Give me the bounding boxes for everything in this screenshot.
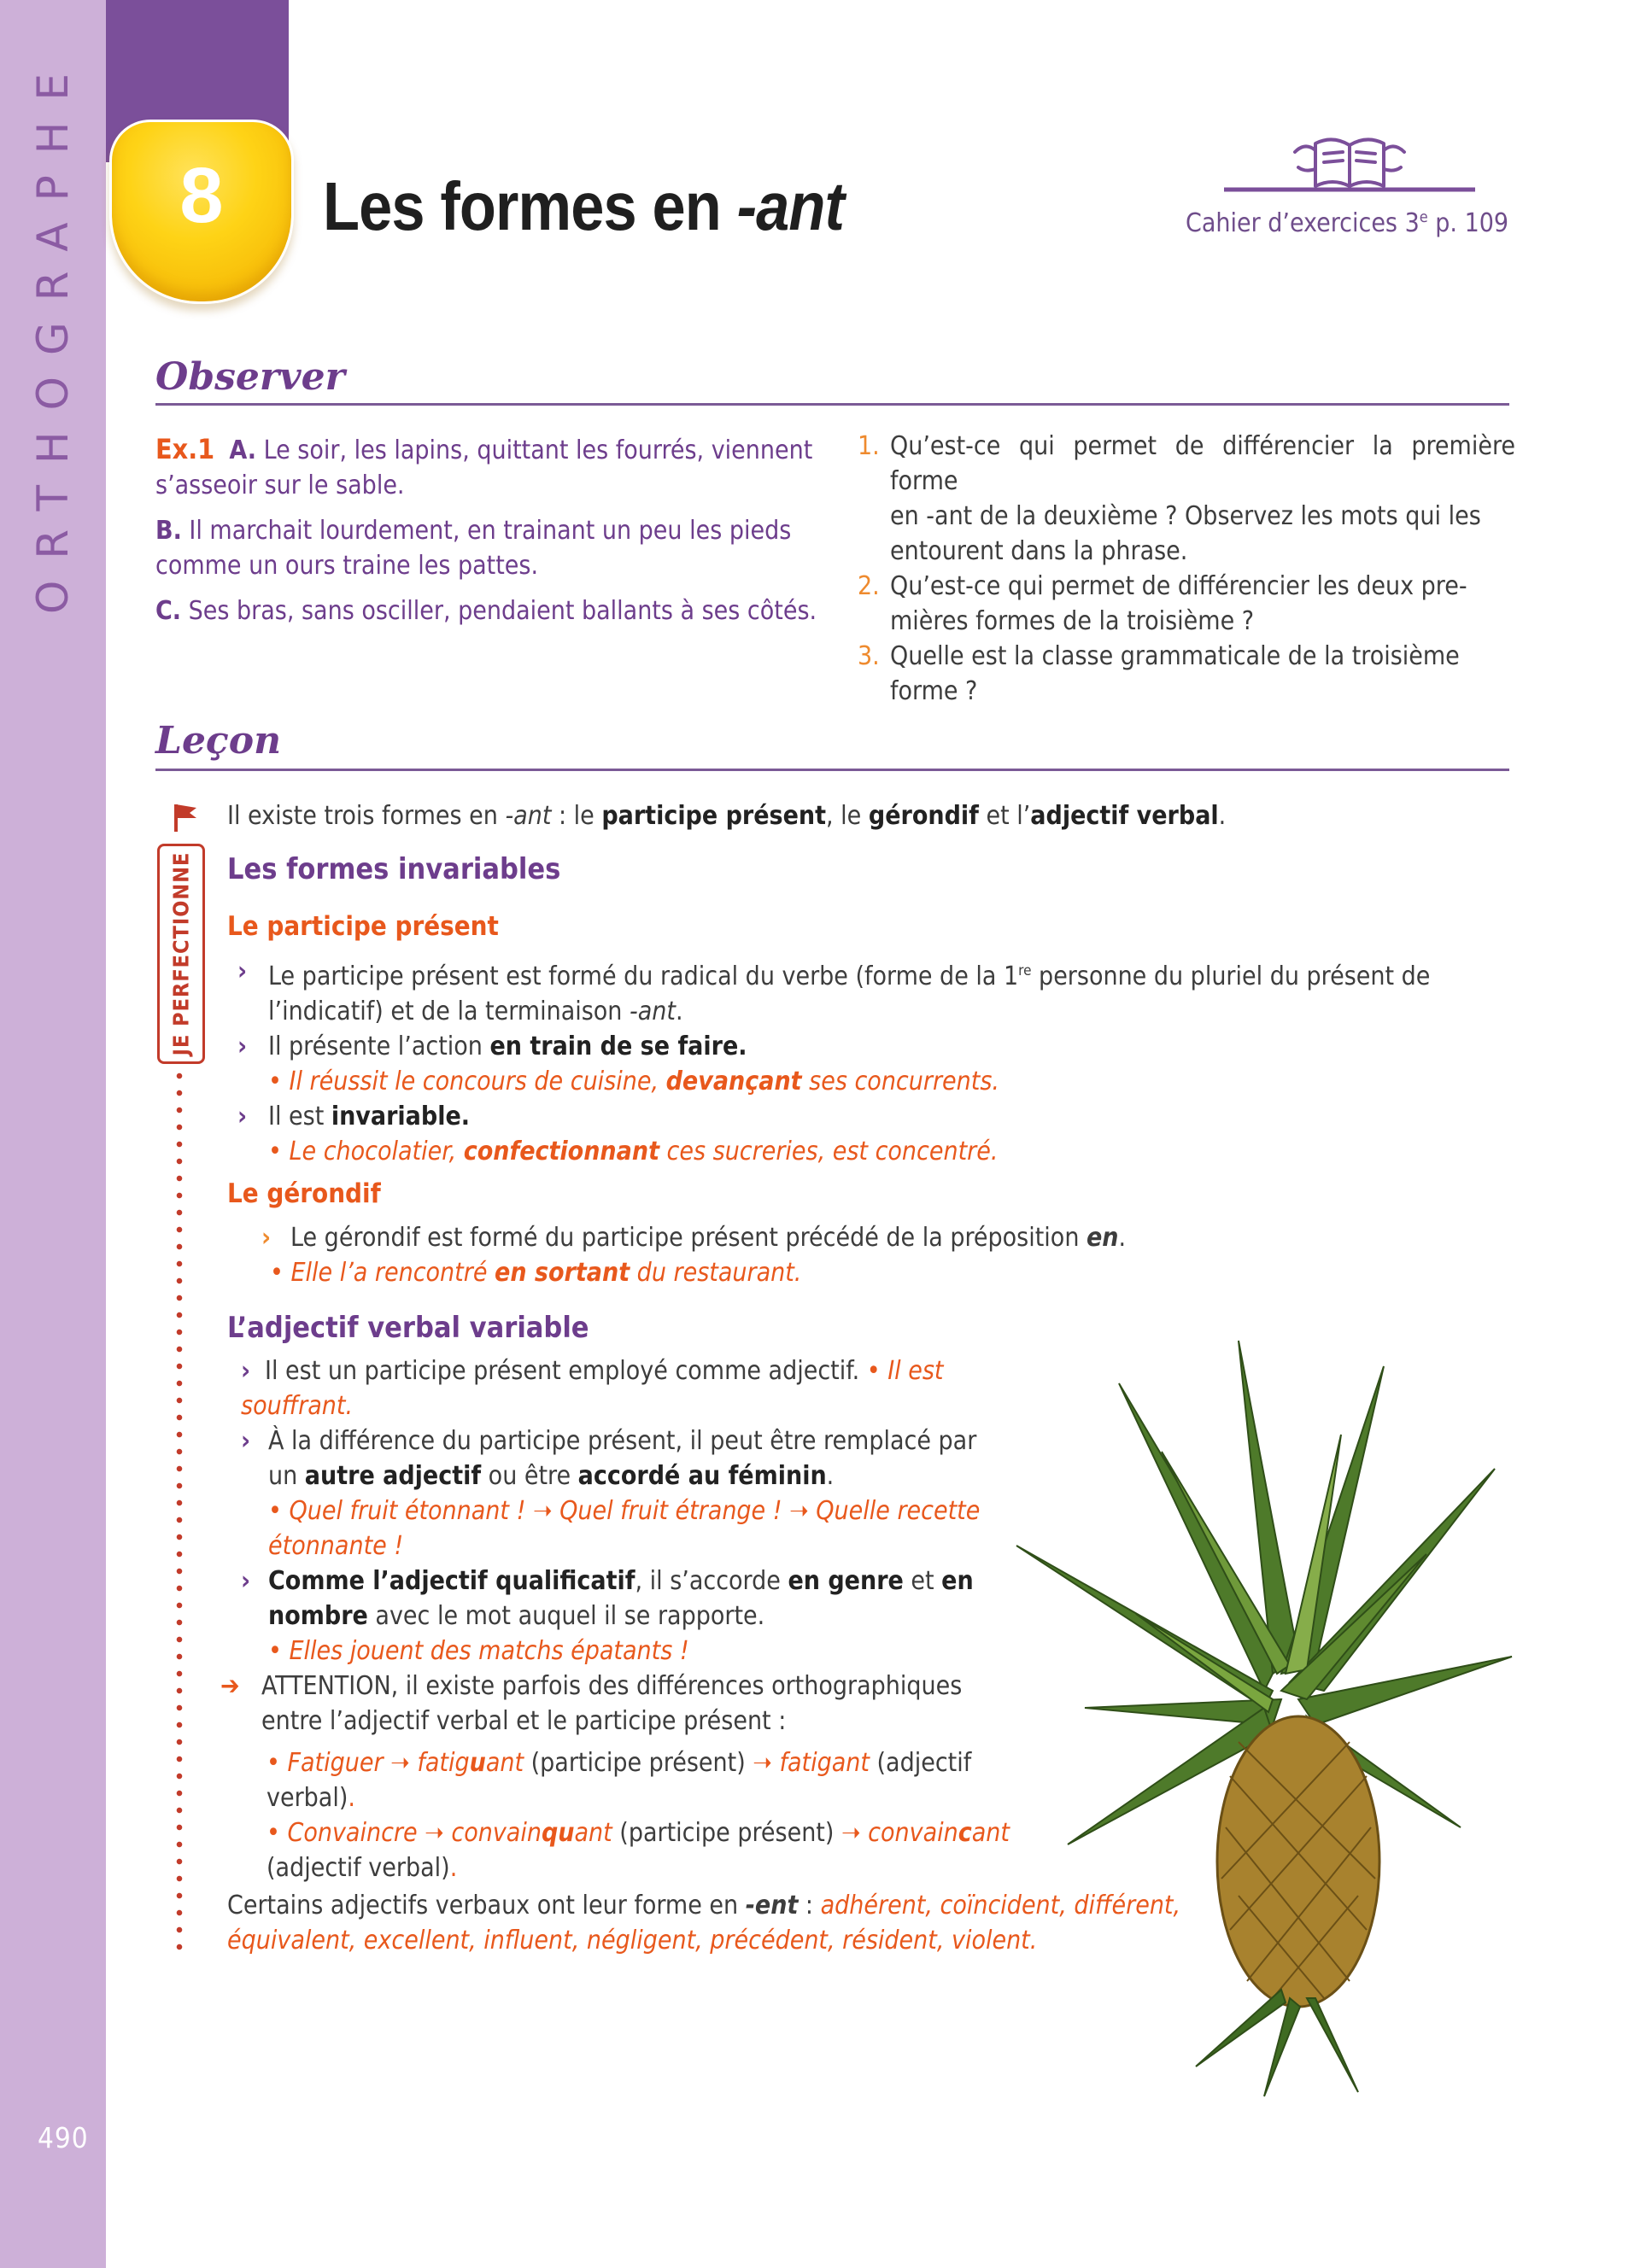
page-number: 490 bbox=[38, 2121, 89, 2154]
attention-block: ➔ ATTENTION, il existe parfois des différences orthographiques entre l’adjectif verbal et le participe présent : • Fatiguer ➝ fatiguant (participe présent) ➝ fatigant (adjectif verbal). • Convaincre ➝ convainquant (participe présent) ➝ convaincant (adjectif verbal). bbox=[220, 1671, 1010, 1883]
pineapple-illustration bbox=[982, 1332, 1538, 2101]
chapter-title: Les formes en -ant bbox=[323, 168, 845, 244]
je-perfectionne-badge: JE PERFECTIONNE bbox=[157, 844, 205, 1064]
chapter-number-badge: 8 bbox=[109, 120, 294, 304]
lecon-heading: Leçon bbox=[155, 719, 282, 763]
participe-present-heading: Le participe présent bbox=[227, 911, 499, 942]
dotted-divider bbox=[176, 1067, 183, 1955]
ent-adjectives-block: Certains adjectifs verbaux ont leur forme en -ent : adhérent, coïncident, différent, équivalent, excellent, influent, négligent, précédent, résident, violent. bbox=[227, 1891, 1181, 1955]
question-2: 2. Qu’est-ce qui permet de différencier les deux pre- mières formes de la troisième ? bbox=[858, 571, 1467, 636]
open-book-hands-icon bbox=[1221, 126, 1478, 195]
question-1: 1. Qu’est-ce qui permet de différencier la première forme en -ant de la deuxième ? Observez les mots qui les entourent dans la phrase. bbox=[858, 431, 1515, 566]
participe-present-block: › Le participe présent est formé du radical du verbe (forme de la 1re personne du pluriel du présent de l’indicatif) et de la terminaison -ant. › Il présente l’action en train de se faire. • Il réussit le concours de cuisine, devançant ses concurrents. › Il est invariable. • Le chocolatier, confectionnant ces sucreries, est concentré. bbox=[237, 956, 1431, 1166]
question-3: 3. Quelle est la classe grammaticale de la troisième forme ? bbox=[858, 641, 1460, 706]
gerondif-block: › Le gérondif est formé du participe présent précédé de la préposition en. • Elle l’a rencontré en sortant du restaurant. bbox=[261, 1223, 1127, 1288]
adjectif-verbal-heading: L’adjectif verbal variable bbox=[227, 1311, 589, 1345]
observer-heading: Observer bbox=[155, 355, 345, 399]
lecon-rule bbox=[155, 769, 1509, 771]
exercise-1: Ex.1 A. Le soir, les lapins, quittant les fourrés, viennent s’asseoir sur le sable. B. Il marchait lourdement, en trainant un peu les pieds comme un ours traine les pattes. C. Ses bras, sans osciller, pendaient ballants à ses côtés. bbox=[155, 433, 817, 626]
gerondif-heading: Le gérondif bbox=[227, 1178, 381, 1209]
flag-icon bbox=[171, 801, 200, 832]
observer-questions bbox=[858, 429, 1515, 709]
lecon-intro: Il existe trois formes en -ant : le participe présent, le gérondif et l’adjectif verbal. bbox=[227, 801, 1227, 831]
section-vertical-label: ORTHOGRAPHE bbox=[28, 52, 78, 614]
workbook-reference: Cahier d’exercices 3e p. 109 bbox=[1186, 208, 1509, 238]
observer-rule bbox=[155, 403, 1509, 406]
adjectif-verbal-block: › Il est un participe présent employé comme adjectif. • Il est souffrant. › À la différence du participe présent, il peut être remplacé par un autre adjectif ou être accordé au féminin. • Quel fruit étonnant ! ➝ Quel fruit étrange ! ➝ Quelle recette étonnante ! › Comme l’adjectif qualificatif, il s’accorde en genre et en nombre avec le mot auquel il se rapporte. • Elles jouent des matchs épatants ! bbox=[241, 1356, 981, 1666]
invariables-heading: Les formes invariables bbox=[227, 852, 561, 886]
